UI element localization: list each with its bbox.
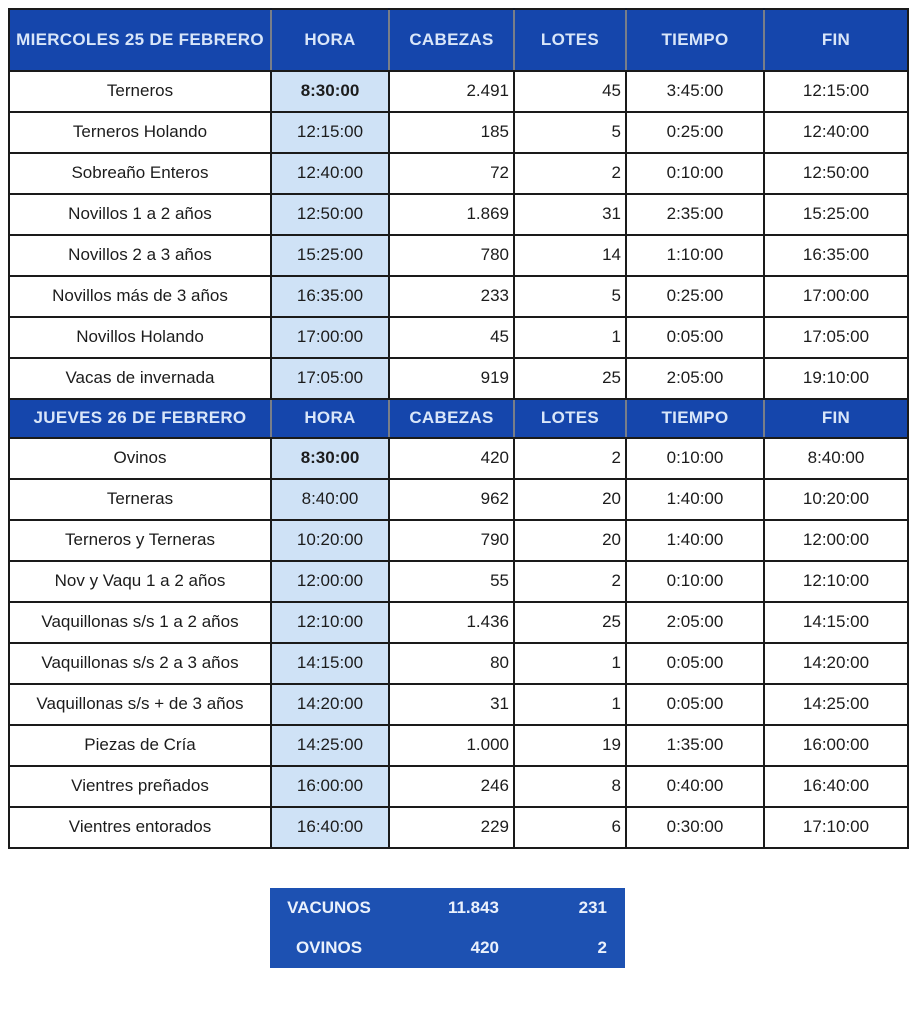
hora-cell: 12:10:00 [271,602,389,643]
hora-cell: 17:05:00 [271,358,389,399]
column-header: FIN [764,399,908,438]
column-header: CABEZAS [389,9,514,71]
section-title: MIERCOLES 25 DE FEBRERO [9,9,271,71]
table-row [9,684,908,725]
lotes-cell: 25 [514,358,626,399]
tiempo-cell: 0:40:00 [626,766,764,807]
lotes-cell: 45 [514,71,626,112]
tiempo-cell: 0:30:00 [626,807,764,848]
cabezas-cell: 72 [389,153,514,194]
fin-cell: 12:50:00 [764,153,908,194]
cabezas-cell: 45 [389,317,514,358]
table-row [9,276,908,317]
table-row [9,235,908,276]
auction-schedule-table [8,8,909,849]
lotes-cell: 5 [514,276,626,317]
fin-cell: 12:00:00 [764,520,908,561]
cabezas-cell: 790 [389,520,514,561]
tiempo-cell: 0:05:00 [626,317,764,358]
tiempo-cell: 2:05:00 [626,602,764,643]
hora-cell: 17:00:00 [271,317,389,358]
table-row [9,520,908,561]
table-row [9,112,908,153]
section-title: JUEVES 26 DE FEBRERO [9,399,271,438]
tiempo-cell: 0:25:00 [626,276,764,317]
category-cell: Novillos 1 a 2 años [9,194,271,235]
fin-cell: 16:40:00 [764,766,908,807]
tiempo-cell: 3:45:00 [626,71,764,112]
lotes-cell: 25 [514,602,626,643]
table-row [9,602,908,643]
fin-cell: 14:25:00 [764,684,908,725]
table-row [9,438,908,479]
category-cell: Novillos más de 3 años [9,276,271,317]
cabezas-cell: 229 [389,807,514,848]
lotes-cell: 2 [514,561,626,602]
cabezas-cell: 919 [389,358,514,399]
category-cell: Sobreaño Enteros [9,153,271,194]
table-row [9,479,908,520]
table-row [9,561,908,602]
hora-cell: 16:35:00 [271,276,389,317]
category-cell: Vaquillonas s/s 1 a 2 años [9,602,271,643]
tiempo-cell: 0:25:00 [626,112,764,153]
fin-cell: 16:35:00 [764,235,908,276]
column-header: TIEMPO [626,9,764,71]
lotes-cell: 1 [514,684,626,725]
lotes-cell: 1 [514,643,626,684]
summary-cabezas-total: 420 [470,938,499,957]
cabezas-cell: 185 [389,112,514,153]
column-header: TIEMPO [626,399,764,438]
fin-cell: 8:40:00 [764,438,908,479]
cabezas-cell: 246 [389,766,514,807]
fin-cell: 12:40:00 [764,112,908,153]
category-cell: Vaquillonas s/s 2 a 3 años [9,643,271,684]
summary-row [270,888,625,928]
cabezas-cell: 1.436 [389,602,514,643]
section-header-row [9,9,908,71]
category-cell: Terneros Holando [9,112,271,153]
category-cell: Nov y Vaqu 1 a 2 años [9,561,271,602]
lotes-cell: 1 [514,317,626,358]
hora-cell: 8:40:00 [271,479,389,520]
fin-cell: 15:25:00 [764,194,908,235]
lotes-cell: 14 [514,235,626,276]
cabezas-cell: 1.869 [389,194,514,235]
tiempo-cell: 1:40:00 [626,479,764,520]
tiempo-cell: 0:05:00 [626,684,764,725]
column-header: LOTES [514,9,626,71]
category-cell: Novillos Holando [9,317,271,358]
table-row [9,766,908,807]
category-cell: Terneras [9,479,271,520]
tiempo-cell: 2:35:00 [626,194,764,235]
hora-cell: 12:40:00 [271,153,389,194]
summary-lotes-total: 231 [578,898,607,917]
tiempo-cell: 1:40:00 [626,520,764,561]
summary-label: OVINOS [295,938,363,957]
cabezas-cell: 780 [389,235,514,276]
category-cell: Terneros [9,71,271,112]
fin-cell: 12:15:00 [764,71,908,112]
tiempo-cell: 1:35:00 [626,725,764,766]
column-header: CABEZAS [389,399,514,438]
fin-cell: 14:20:00 [764,643,908,684]
cabezas-cell: 80 [389,643,514,684]
hora-cell: 16:40:00 [271,807,389,848]
summary-label: VACUNOS [287,898,371,917]
hora-cell: 12:15:00 [271,112,389,153]
column-header: HORA [271,399,389,438]
lotes-cell: 20 [514,520,626,561]
table-row [9,194,908,235]
cabezas-cell: 55 [389,561,514,602]
section-header-row [9,399,908,438]
column-header: HORA [271,9,389,71]
hora-cell: 12:50:00 [271,194,389,235]
fin-cell: 12:10:00 [764,561,908,602]
tiempo-cell: 0:10:00 [626,438,764,479]
tiempo-cell: 0:10:00 [626,561,764,602]
hora-cell: 10:20:00 [271,520,389,561]
category-cell: Ovinos [9,438,271,479]
lotes-cell: 2 [514,153,626,194]
fin-cell: 10:20:00 [764,479,908,520]
cabezas-cell: 962 [389,479,514,520]
summary-row [270,928,625,968]
fin-cell: 17:00:00 [764,276,908,317]
hora-cell: 8:30:00 [271,438,389,479]
table-row [9,807,908,848]
fin-cell: 16:00:00 [764,725,908,766]
table-row [9,358,908,399]
totals-summary-box [270,888,625,968]
fin-cell: 19:10:00 [764,358,908,399]
category-cell: Piezas de Cría [9,725,271,766]
lotes-cell: 6 [514,807,626,848]
tiempo-cell: 0:10:00 [626,153,764,194]
hora-cell: 14:25:00 [271,725,389,766]
column-header: FIN [764,9,908,71]
lotes-cell: 20 [514,479,626,520]
tiempo-cell: 2:05:00 [626,358,764,399]
category-cell: Vaquillonas s/s + de 3 años [9,684,271,725]
tiempo-cell: 1:10:00 [626,235,764,276]
summary-cabezas-total: 11.843 [447,898,499,917]
hora-cell: 14:20:00 [271,684,389,725]
cabezas-cell: 31 [389,684,514,725]
cabezas-cell: 233 [389,276,514,317]
lotes-cell: 8 [514,766,626,807]
hora-cell: 12:00:00 [271,561,389,602]
hora-cell: 8:30:00 [271,71,389,112]
category-cell: Vientres preñados [9,766,271,807]
category-cell: Vientres entorados [9,807,271,848]
table-row [9,71,908,112]
fin-cell: 14:15:00 [764,602,908,643]
fin-cell: 17:10:00 [764,807,908,848]
table-row [9,725,908,766]
hora-cell: 15:25:00 [271,235,389,276]
tiempo-cell: 0:05:00 [626,643,764,684]
lotes-cell: 31 [514,194,626,235]
lotes-cell: 19 [514,725,626,766]
cabezas-cell: 2.491 [389,71,514,112]
column-header: LOTES [514,399,626,438]
category-cell: Vacas de invernada [9,358,271,399]
lotes-cell: 5 [514,112,626,153]
cabezas-cell: 420 [389,438,514,479]
category-cell: Terneros y Terneras [9,520,271,561]
cabezas-cell: 1.000 [389,725,514,766]
hora-cell: 16:00:00 [271,766,389,807]
table-row [9,643,908,684]
lotes-cell: 2 [514,438,626,479]
table-row [9,153,908,194]
hora-cell: 14:15:00 [271,643,389,684]
category-cell: Novillos 2 a 3 años [9,235,271,276]
fin-cell: 17:05:00 [764,317,908,358]
table-row [9,317,908,358]
summary-lotes-total: 2 [597,938,607,957]
